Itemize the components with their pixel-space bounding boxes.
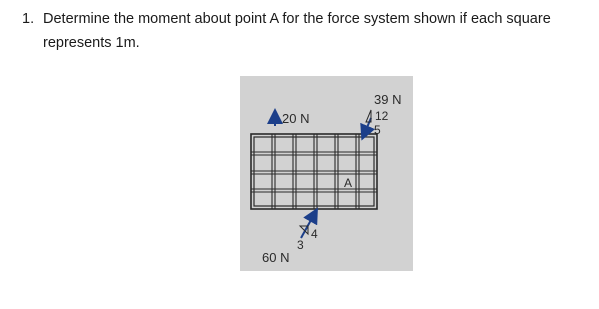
force-60n — [262, 211, 318, 265]
problem-text-line-2: represents 1m. — [43, 35, 140, 51]
force-39n-slope-12: 12 — [375, 109, 389, 123]
force-39n-slope-5: 5 — [374, 123, 381, 137]
force-system-figure — [240, 76, 413, 271]
force-20n-label: 20 N — [282, 111, 310, 126]
force-39n — [363, 92, 401, 137]
force-60n-slope-4: 4 — [311, 227, 318, 241]
force-39n-label: 39 N — [374, 92, 402, 107]
problem-number: 1. — [22, 11, 35, 27]
force-60n-label: 60 N — [262, 250, 290, 265]
grid — [251, 134, 377, 209]
problem-text-line-1: Determine the moment about point A for the force system shown if each square — [43, 11, 551, 27]
point-a-label: A — [344, 176, 353, 190]
force-20n — [275, 111, 309, 126]
force-60n-slope-3: 3 — [297, 238, 304, 252]
force-diagram — [240, 76, 413, 271]
